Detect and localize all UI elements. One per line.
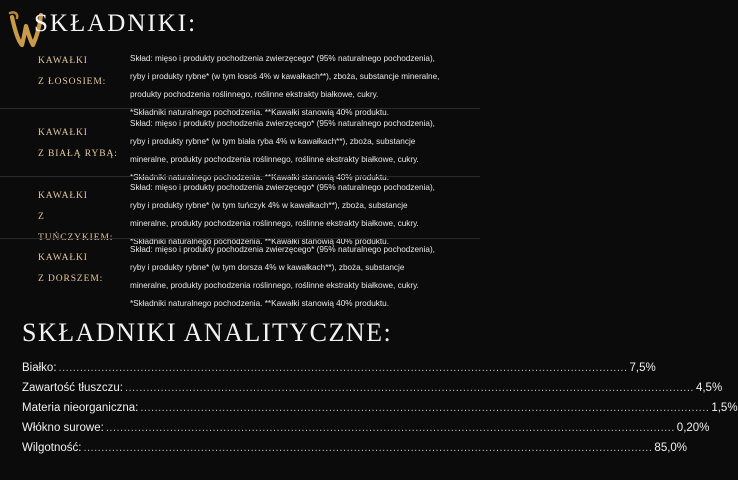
description-line: ryby i produkty rybne* (w tym tuńczyk 4% w kawałkach**), zboża, substancje xyxy=(130,201,408,210)
ingredient-row-tuna xyxy=(0,176,480,246)
description-line: Skład: mięso i produkty pochodzenia zwierzęcego* (95% naturalnego pochodzenia), xyxy=(130,54,435,63)
dot-leader: ................................................................................................................................................................ xyxy=(105,422,675,434)
row-label xyxy=(38,248,122,290)
description-line: *Składniki naturalnego pochodzenia. **Kawałki stanowią 40% produktu. xyxy=(130,237,389,246)
description-line: Skład: mięso i produkty pochodzenia zwierzęcego* (95% naturalnego pochodzenia), xyxy=(130,119,435,128)
description-line: ryby i produkty rybne* (w tym dorsza 4% w kawałkach**), zboża, substancje xyxy=(130,263,405,272)
analytical-value: 1,5% xyxy=(711,402,738,414)
row-label-line: Z DORSZEM: xyxy=(38,274,104,284)
ingredient-row-white-fish xyxy=(0,108,480,182)
description-line: Skład: mięso i produkty pochodzenia zwierzęcego* (95% naturalnego pochodzenia), xyxy=(130,183,435,192)
row-description xyxy=(130,241,475,313)
analytical-row-fat xyxy=(22,382,723,402)
analytical-name: Białko: xyxy=(22,362,57,374)
row-label-line: Z TUŃCZYKIEM: xyxy=(38,212,114,243)
dot-leader: ................................................................................................................................................................ xyxy=(58,362,628,374)
row-label-line: KAWAŁKI xyxy=(38,191,88,201)
analytical-row-moisture xyxy=(22,442,688,462)
description-line: ryby i produkty rybne* (w tym biała ryba 4% w kawałkach**), zboża, substancje xyxy=(130,137,416,146)
analytical-row-fibre xyxy=(22,422,710,442)
analytical-list xyxy=(22,362,738,462)
description-line: mineralne, produkty pochodzenia roślinnego, roślinne ekstrakty białkowe, cukry. xyxy=(130,155,419,164)
analytical-row-protein xyxy=(22,362,656,382)
ingredient-row-cod xyxy=(0,238,480,308)
analytical-row-ash xyxy=(22,402,738,422)
row-label xyxy=(38,123,122,165)
description-line: *Składniki naturalnego pochodzenia. **Kawałki stanowią 40% produktu. xyxy=(130,108,389,117)
row-label-line: Z ŁOSOSIEM: xyxy=(38,77,107,87)
description-line: Skład: mięso i produkty pochodzenia zwierzęcego* (95% naturalnego pochodzenia), xyxy=(130,245,435,254)
row-label-line: KAWAŁKI xyxy=(38,128,88,138)
description-line: mineralne, produkty pochodzenia roślinnego, roślinne ekstrakty białkowe, cukry. xyxy=(130,219,419,228)
ingredient-row-salmon xyxy=(0,50,480,117)
analytical-title: SKŁADNIKI ANALITYCZNE: xyxy=(22,318,393,347)
dot-leader: ................................................................................................................................................................ xyxy=(83,442,653,454)
analytical-value: 7,5% xyxy=(629,362,656,374)
analytical-value: 85,0% xyxy=(654,442,688,454)
analytical-value: 0,20% xyxy=(676,422,710,434)
analytical-name: Materia nieorganiczna: xyxy=(22,402,139,414)
description-line: *Składniki naturalnego pochodzenia. **Kawałki stanowią 40% produktu. xyxy=(130,173,389,182)
analytical-name: Wilgotność: xyxy=(22,442,82,454)
description-line: produkty pochodzenia roślinnego, roślinne ekstrakty białkowe, cukry. xyxy=(130,90,379,99)
row-label-line: Z BIAŁĄ RYBĄ: xyxy=(38,149,118,159)
description-line: *Składniki naturalnego pochodzenia. **Kawałki stanowią 40% produktu. xyxy=(130,299,389,308)
description-line: ryby i produkty rybne* (w tym łosoś 4% w kawałkach**), zboża, substancje mineralne, xyxy=(130,72,440,81)
ingredients-title: SKŁADNIKI: xyxy=(34,10,198,37)
analytical-value: 4,5% xyxy=(695,382,723,394)
row-label xyxy=(38,51,122,93)
dot-leader: ................................................................................................................................................................ xyxy=(124,382,694,394)
analytical-name: Włókno surowe: xyxy=(22,422,104,434)
row-label-line: KAWAŁKI xyxy=(38,56,88,66)
analytical-name: Zawartość tłuszczu: xyxy=(22,382,123,394)
row-label-line: KAWAŁKI xyxy=(38,253,88,263)
dot-leader: ................................................................................................................................................................ xyxy=(140,402,710,414)
description-line: mineralne, produkty pochodzenia roślinnego, roślinne ekstrakty białkowe, cukry. xyxy=(130,281,419,290)
